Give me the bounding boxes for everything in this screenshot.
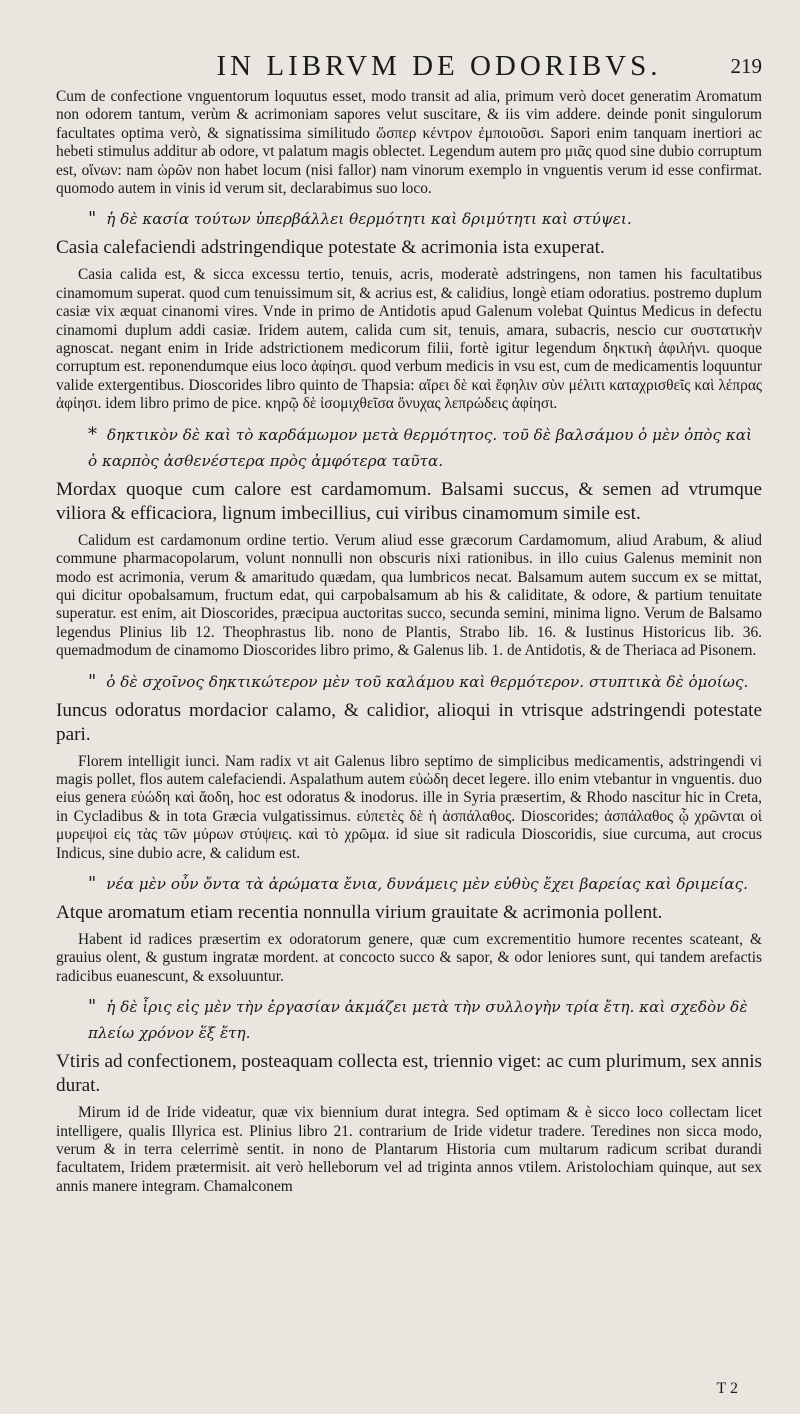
latin-translation-heading: Mordax quoque cum calore est cardamomum. Balsami succus, & semen ad vtrumque viliora & efficaciora, lignum imbecillius, cui viribus cinamomum simile est.: [56, 478, 762, 524]
latin-translation-heading: Iuncus odoratus mordacior calamo, & calidior, alioqui in vtrisque adstringendi potestate pari.: [56, 699, 762, 745]
lemma-mark: ": [88, 872, 97, 894]
greek-lemma-text: ἡ δὲ κασία τούτων ὑπερβάλλει θερμότητι καὶ δριμύτητι καὶ στύψει.: [106, 210, 632, 229]
page-body: [56, 88, 762, 1196]
commentary-paragraph: Mirum id de Iride videatur, quæ vix biennium durat integra. Sed optimam & è sicco loco collectam licet intelligere, qualis Illyrica est. Plinius libro 21. contrarium de Iride videtur tradere. Teredines non sicca modo, verum & in terra celerrimè sentit. in nono de Plantarum Historia cum multarum radicum scribat durandi facultatem, Iridem prætermisit. ait verò helleborum vel ad triginta annos vtilem. Aristolochiam quinque, aut sex annis manere integram. Chamalconem: [56, 1104, 762, 1195]
page-header: [56, 48, 762, 84]
lemma-mark: ": [88, 670, 97, 692]
latin-translation-heading: Atque aromatum etiam recentia nonnulla virium grauitate & acrimonia pollent.: [56, 901, 663, 923]
commentary-paragraph: Calidum est cardamonum ordine tertio. Verum aliud esse græcorum Cardamomum, aliud Arabum, & aliud commune pharmacopolarum, volunt nonnulli non obscuris nixi rationibus. in illo cuius Galenus meminit non modo est acrimonia, verum & amaritudo quædam, qua lumbricos necat. Balsamum autem succum ex se mittat, qui dicitur opobalsamum, fructum edat, qui carpobalsamum ab his & caliditate, & odore, & partium tenuitate superatur. est enim, ait Dioscorides, præcipua auctoritas succo, secunda semini, minima ligno. Verum de Balsamo legendus Plinius lib 12. Theophrastus lib. nono de Plantis, Strabo lib. 16. & Iustinus Historicus lib. 36. quemadmodum de cinamomo Dioscorides libro primo, & Galenus lib. 1. de Antidotis, & de Theriaca ad Pisonem.: [56, 531, 762, 660]
signature-mark: T 2: [716, 1380, 738, 1397]
running-title: IN LIBRVM DE ODORIBVS.: [216, 50, 662, 82]
greek-lemma: [56, 422, 762, 474]
commentary-paragraph: Casia calida est, & sicca excessu tertio, tenuis, acris, moderatè adstringens, non tamen his facultatibus cinamomum superat. quod cum tenuissimum sit, & acrius est, & calidius, longè etiam odoratius. postremo duplum casiæ vix æquat cinanomi vires. Vnde in primo de Antidotis apud Galenum volebat Quintus Medicus in defectu cinamomi duplum addi casiæ. Iridem autem, calida cum sit, tenuis, amara, subacris, nescio cur συστατικὴν agnoscat. negant enim in Iride adstrictionem medicorum filii, fortè igitur legendum δηκτικὴ ἀφιλήνι. quoque corruptum est. reponendumque eius loco ἀφίησι. quod verbum medicis in vsu est, cum de medicamentis loquuntur valide extergentibus. Dioscorides libro quinto de Thapsia: αἴρει δὲ καὶ ἔφηλιν σὺν μέλιτι καταχρισθεῖς καὶ λέπρας ἀφίησι. idem libro primo de pice. κηρῷ δὲ ἰσομιχθεῖσα ὄνυχας λεπρώδεις ἀφίησι.: [56, 266, 762, 413]
commentary-paragraph: Cum de confectione vnguentorum loquutus esset, modo transit ad alia, primum verò docet generatim Aromatum non odorem tantum, verùm & acrimoniam sapores velut suscitare, & iis vim addere. deinde ponit singulorum facultates optima verò, & signatissima similitudo ὥσπερ κέντρον ἐμποιοῦσι. Sapori enim tanquam inertiori ac hebeti stimulus additur ab odore, vt palatum magis oblectet. Legendum autem pro μιᾶς quod sine dubio corruptum est, οἴνων: nam ὠρῶν non habet locum (nisi fallor) nam vinorum exemplo in vnguentis verum id esse confirmat. quomodo autem in vinis id verum sit, declarabimus suo loco.: [56, 88, 762, 198]
greek-lemma: [56, 871, 762, 897]
greek-lemma-text: δηκτικὸν δὲ καὶ τὸ καρδάμωμον μετὰ θερμότητος. τοῦ δὲ βαλσάμου ὁ μὲν ὀπὸς καὶ ὁ καρπὸς ἀσθενέστερα πρὸς ἀμφότερα ταῦτα.: [88, 425, 752, 470]
latin-translation-heading: Casia calefaciendi adstringendique potestate & acrimonia ista exuperat.: [56, 237, 605, 259]
lemma-mark: ": [88, 208, 97, 230]
greek-lemma: [56, 206, 762, 232]
page-number: 219: [730, 54, 762, 78]
lemma-mark: ": [88, 996, 97, 1018]
greek-lemma-text: ἡ δὲ ἶρις εἰς μὲν τὴν ἐργασίαν ἀκμάζει μετὰ τὴν συλλογὴν τρία ἔτη. καὶ σχεδὸν δὲ πλείω χρόνον ἕξ ἔτη.: [88, 998, 748, 1043]
greek-lemma: [56, 669, 762, 695]
lemma-mark: *: [88, 423, 97, 445]
greek-lemma: [56, 994, 762, 1046]
commentary-paragraph: Florem intelligit iunci. Nam radix vt ait Galenus libro septimo de simplicibus medicamentis, adstringendi vi magis pollet, flos autem calefaciendi. Aspalathum autem εὐώδη decet legere. illo enim vtebantur in vnguentis. duo eius genera εὐώδη καὶ ἄοδη, hoc est odoratus & inodorus. ille in Syria præsertim, & Rhodo nascitur hic in Creta, in Cycladibus & in tota Græcia vulgatissimus. εὐπετὲς δὲ ἡ ἀσπάλαθος. Dioscorides; ἀσπάλαθος ᾧ χρῶνται οἱ μυρεψοὶ εἰς τὰς τῶν μύρων στύψεις. καὶ τὸ χρῶμα. id siue sit radicula Dioscoridis, siue curcuma, aut crocus Indicus, sine dubio acre, & calidum est.: [56, 752, 762, 862]
greek-lemma-text: νέα μὲν οὖν ὄντα τὰ ἀρώματα ἔνια, δυνάμεις μὲν εὐθὺς ἔχει βαρείας καὶ δριμείας.: [106, 874, 748, 893]
latin-translation-heading: Vtiris ad confectionem, posteaquam collecta est, triennio viget: ac cum plurimum, sex annis durat.: [56, 1051, 763, 1097]
greek-lemma-text: ὁ δὲ σχοῖνος δηκτικώτερον μὲν τοῦ καλάμου καὶ θερμότερον. στυπτικὰ δὲ ὁμοίως.: [106, 672, 749, 691]
commentary-paragraph: Habent id radices præsertim ex odoratorum genere, quæ cum excrementitio humore recentes scateant, & grauius olent, & gustum ingratæ mordent. at concocto succo & sapor, & odor leniores sunt, qui tandem arefactis radicibus euanescunt, & exsoluuntur.: [56, 930, 762, 985]
